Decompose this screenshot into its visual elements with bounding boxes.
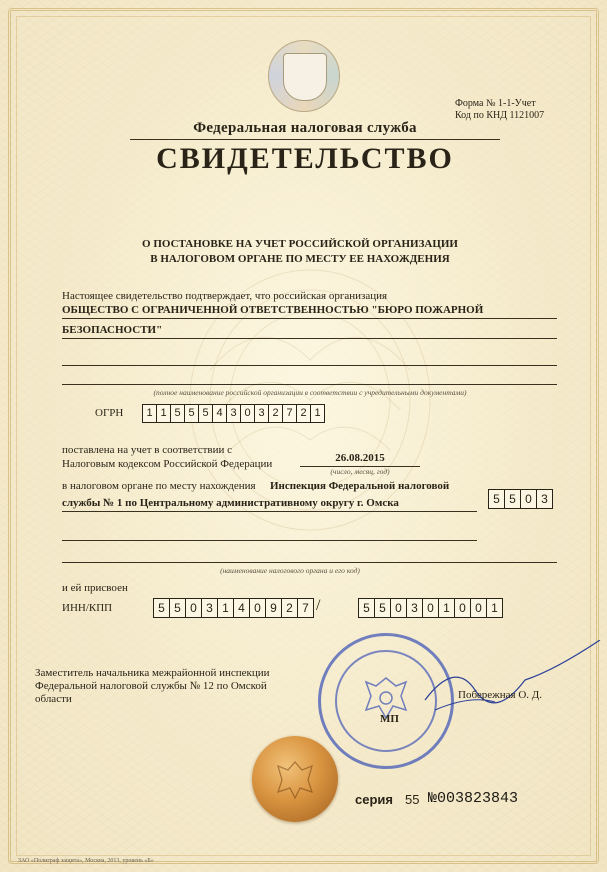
registration-date: 26.08.2015 [335,452,385,464]
kpp-digit: 1 [486,598,503,618]
ogrn-digit: 3 [254,404,269,423]
inn-digit: 5 [169,598,186,618]
ogrn-digit: 1 [310,404,325,423]
knd-code: Код по КНД 1121007 [455,110,545,121]
registration-line2: Налоговым кодексом Российской Федерации [62,458,273,470]
kpp-value [358,598,502,618]
ogrn-digit: 5 [170,404,185,423]
inn-digit: 7 [297,598,314,618]
confirm-intro: Настоящее свидетельство подтверждает, что российская организация [62,290,388,302]
ogrn-digit: 1 [156,404,171,423]
date-caption: (число, месяц, год) [330,467,390,476]
printer-info: ЗАО «Полиграф защита», Москва, 2013, уровень «Б» [18,858,154,864]
ogrn-digit: 2 [296,404,311,423]
kpp-digit: 3 [406,598,423,618]
serial-number: №003823843 [428,790,519,807]
org-name-line2: БЕЗОПАСНОСТИ" [62,324,163,336]
stamp-place-label: МП [380,713,399,725]
authority-prefix: в налоговом органе по месту нахождения [62,480,256,492]
service-name: Федеральная налоговая служба [193,120,417,136]
subtitle-line2: В НАЛОГОВОМ ОРГАНЕ ПО МЕСТУ ЕЕ НАХОЖДЕНИЯ [150,253,450,265]
signatory-line3: области [35,693,72,705]
subtitle-line1: О ПОСТАНОВКЕ НА УЧЕТ РОССИЙСКОЙ ОРГАНИЗАЦИИ [142,238,458,250]
kpp-digit: 1 [438,598,455,618]
header-rule [130,139,500,140]
hologram-emblem [268,40,340,112]
registration-line1: поставлена на учет в соответствии с [62,444,233,456]
gold-seal [252,736,338,822]
ogrn-label: ОГРН [95,407,124,419]
inn-digit: 4 [233,598,250,618]
inn-value [153,598,313,618]
ogrn-digit: 5 [184,404,199,423]
form-number: Форма № 1-1-Учет [455,98,536,109]
series-value: 55 [405,792,420,807]
ogrn-digit: 5 [198,404,213,423]
signature [415,640,605,730]
authority-code-digit: 0 [520,489,537,509]
authority-caption: (наименование налогового органа и его код) [220,566,360,575]
kpp-digit: 5 [358,598,375,618]
ogrn-digit: 4 [212,404,227,423]
kpp-digit: 0 [454,598,471,618]
ogrn-digit: 3 [226,404,241,423]
authority-code-digit: 5 [488,489,505,509]
ogrn-digit: 2 [268,404,283,423]
kpp-digit: 0 [390,598,407,618]
page-title: СВИДЕТЕЛЬСТВО [156,142,454,175]
inn-digit: 9 [265,598,282,618]
inn-digit: 1 [217,598,234,618]
inn-digit: 0 [185,598,202,618]
inn-digit: 0 [249,598,266,618]
org-name-caption: (полное наименование российской организации в соответствии с учредительными документами) [153,388,467,397]
kpp-digit: 0 [470,598,487,618]
assigned-label: и ей присвоен [62,582,128,594]
kpp-digit: 5 [374,598,391,618]
authority-code [488,489,552,509]
inn-kpp-separator: / [316,597,321,614]
seal-emblem [270,754,320,804]
ogrn-digit: 1 [142,404,157,423]
org-name-line1: ОБЩЕСТВО С ОГРАНИЧЕННОЙ ОТВЕТСТВЕННОСТЬЮ "БЮРО ПОЖАРНОЙ [62,304,484,316]
ogrn-value [142,404,324,423]
inn-digit: 2 [281,598,298,618]
ogrn-digit: 0 [240,404,255,423]
signatory-name: Побережная О. Д. [458,689,543,701]
kpp-digit: 0 [422,598,439,618]
authority-code-digit: 5 [504,489,521,509]
authority-line1: Инспекция Федеральной налоговой [270,480,450,492]
inn-digit: 3 [201,598,218,618]
ogrn-digit: 7 [282,404,297,423]
signatory-line1: Заместитель начальника межрайонной инспекции [35,667,270,679]
authority-line2: службы № 1 по Центральному административному округу г. Омска [62,497,399,509]
inn-kpp-label: ИНН/КПП [62,602,113,614]
inn-digit: 5 [153,598,170,618]
authority-code-digit: 3 [536,489,553,509]
signatory-line2: Федеральной налоговой службы № 12 по Омской [35,680,267,692]
series-label: серия [355,792,393,807]
